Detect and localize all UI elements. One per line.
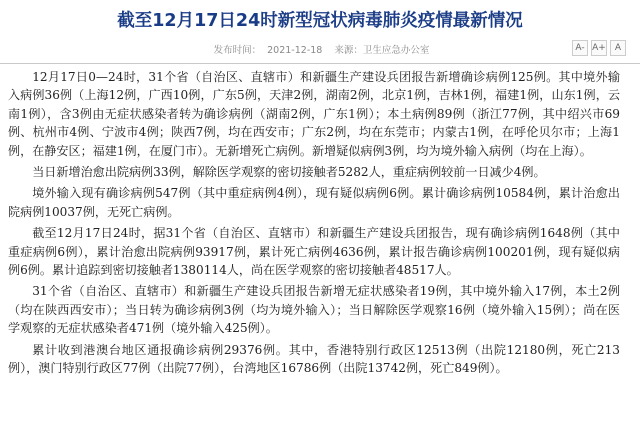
publish-date: 2021-12-18: [267, 45, 323, 56]
article-source: 来源：卫生应急办公室: [334, 45, 430, 56]
font-size-tools: [572, 40, 626, 56]
paragraph-hk-macao-taiwan: 累计收到港澳台地区通报确诊病例29376例。其中，香港特别行政区12513例（出院12180例，死亡213例），澳门特别行政区77例（出院77例），台湾地区16786例（出院13742例，死亡849例）。: [8, 342, 620, 376]
article-header: [0, 0, 640, 64]
publish-label: 发布时间：: [213, 45, 262, 56]
reset-font-button[interactable]: A: [610, 40, 626, 56]
publish-info: [211, 45, 326, 56]
decrease-font-button[interactable]: A-: [572, 40, 588, 56]
paragraph-imported-cases: 境外输入现有确诊病例547例（其中重症病例4例），现有疑似病例6例。累计确诊病例10584例，累计治愈出院病例10037例，无死亡病例。: [8, 186, 620, 219]
paragraph-new-cases: 12月17日0—24时，31个省（自治区、直辖市）和新疆生产建设兵团报告新增确诊病例125例。其中境外输入病例36例（上海12例，广西10例，广东5例，天津2例，湖南2例，北京1例，吉林1例，福建1例，山东1例，云南1例），含3例由无症状感染者转为确诊病例（湖南2例，广东1例）；本土病例89例（浙江77例，其中绍兴市69例、杭州市4例、宁波市4例；陕西7例，均在西安市；广东2例，均在东莞市；内蒙古1例，在呼伦贝尔市；上海1例，在静安区；福建1例，在厦门市）。无新增死亡病例。新增疑似病例3例，均为境外输入病例（均在上海）。: [8, 70, 620, 158]
paragraph-asymptomatic: 31个省（自治区、直辖市）和新疆生产建设兵团报告新增无症状感染者19例，其中境外输入17例，本土2例（均在陕西西安市）；当日转为确诊病例3例（均为境外输入）；当日解除医学观察16例（境外输入15例）；尚在医学观察的无症状感染者471例（境外输入425例）。: [8, 284, 620, 336]
article-title: 截至12月17日24时新型冠状病毒肺炎疫情最新情况: [117, 11, 523, 31]
paragraph-recoveries: 当日新增治愈出院病例33例，解除医学观察的密切接触者5282人，重症病例较前一日减少4例。: [32, 165, 546, 180]
article-body: [8, 68, 620, 378]
paragraph-cumulative-totals: 截至12月17日24时，据31个省（自治区、直辖市）和新疆生产建设兵团报告，现有确诊病例1648例（其中重症病例6例），累计治愈出院病例93917例，累计死亡病例4636例，累计报告确诊病例100201例，现有疑似病例6例。累计追踪到密切接触者1380114人，尚在医学观察的密切接触者48517人。: [8, 226, 620, 278]
header-divider: [0, 63, 640, 64]
article-meta: [0, 42, 640, 56]
increase-font-button[interactable]: A+: [591, 40, 607, 56]
